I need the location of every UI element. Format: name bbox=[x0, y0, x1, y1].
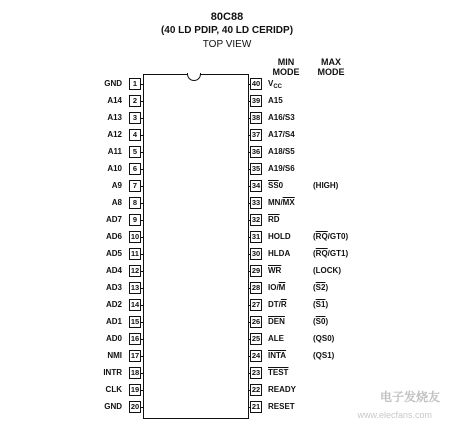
left-pin-number: 13 bbox=[130, 283, 140, 292]
right-pin-number: 26 bbox=[251, 317, 261, 326]
right-pin-number: 27 bbox=[251, 300, 261, 309]
right-pin-max-label: (S0) bbox=[313, 317, 329, 326]
left-pin-lead bbox=[141, 152, 144, 153]
left-pin-label: AD2 bbox=[105, 300, 122, 309]
right-pin-number: 25 bbox=[251, 334, 261, 343]
left-pin-lead bbox=[141, 118, 144, 119]
right-pin-min-label: $MN/\overline{MX}$ bbox=[268, 198, 295, 207]
right-pin-min-label: A17/S4 bbox=[268, 130, 295, 139]
watermark-url: www.elecfans.com bbox=[357, 410, 432, 420]
watermark: 电子发烧友 bbox=[379, 390, 440, 404]
left-pin-number: 2 bbox=[129, 95, 141, 107]
view-label: TOP VIEW bbox=[202, 39, 252, 50]
left-pin-label: A12 bbox=[107, 130, 122, 139]
right-pin-number: 29 bbox=[251, 266, 261, 275]
right-pin-number: 37 bbox=[251, 130, 261, 139]
right-pin-min-label: INTA bbox=[268, 351, 287, 360]
right-pin-number: 39 bbox=[251, 96, 261, 105]
right-pin-number: 40 bbox=[251, 79, 261, 88]
right-pin-min-label: HOLD bbox=[268, 232, 291, 241]
package-subtitle: (40 LD PDIP, 40 LD CERIDP) bbox=[160, 25, 294, 36]
left-pin-lead bbox=[141, 254, 144, 255]
left-pin-label: CLK bbox=[105, 385, 122, 394]
left-pin-number: 14 bbox=[130, 300, 140, 309]
left-pin-number: 4 bbox=[129, 129, 141, 141]
left-pin-lead bbox=[141, 84, 144, 85]
left-pin-label: INTR bbox=[103, 368, 122, 377]
left-pin-lead bbox=[141, 271, 144, 272]
left-pin-number: 15 bbox=[130, 317, 140, 326]
right-pin-max-label: (QS1) bbox=[313, 351, 335, 360]
left-pin-label: AD0 bbox=[105, 334, 122, 343]
left-pin-number: 10 bbox=[130, 232, 140, 241]
left-pin-number: 19 bbox=[130, 385, 140, 394]
left-pin-number: 3 bbox=[129, 112, 141, 124]
max-mode-header: MAX MODE bbox=[317, 57, 345, 77]
ic-body bbox=[143, 74, 249, 419]
right-pin-max-label: (QS0) bbox=[313, 334, 335, 343]
right-pin-min-label: $\overline{WR}$ bbox=[268, 266, 282, 275]
left-pin-number: 12 bbox=[130, 266, 140, 275]
right-pin-number: 32 bbox=[251, 215, 261, 224]
left-pin-lead bbox=[141, 135, 144, 136]
right-pin-min-label: $\overline{SS}0$ bbox=[268, 181, 284, 190]
right-pin-max-label: (LOCK) bbox=[313, 266, 341, 275]
left-pin-number: 7 bbox=[129, 180, 141, 192]
left-pin-label: A9 bbox=[111, 181, 122, 190]
right-pin-number: 34 bbox=[251, 181, 261, 190]
left-pin-label: A14 bbox=[107, 96, 122, 105]
right-pin-number: 33 bbox=[251, 198, 261, 207]
left-pin-number: 18 bbox=[130, 368, 140, 377]
right-pin-number: 30 bbox=[251, 249, 261, 258]
right-pin-min-label: A16/S3 bbox=[268, 113, 295, 122]
right-pin-min-label: $DT/\overline{R}$ bbox=[268, 300, 287, 309]
left-pin-lead bbox=[141, 237, 144, 238]
left-pin-label: AD5 bbox=[105, 249, 122, 258]
right-pin-number: 21 bbox=[251, 402, 261, 411]
left-pin-lead bbox=[141, 288, 144, 289]
left-pin-number: 1 bbox=[129, 78, 141, 90]
left-pin-label: A11 bbox=[107, 147, 122, 156]
chip-title: 80C88 bbox=[210, 11, 244, 23]
right-pin-min-label: RESET bbox=[268, 402, 295, 411]
right-pin-number: 35 bbox=[251, 164, 261, 173]
right-pin-number: 22 bbox=[251, 385, 261, 394]
right-pin-min-label: A19/S6 bbox=[268, 164, 295, 173]
left-pin-label: GND bbox=[104, 79, 122, 88]
left-pin-label: A8 bbox=[111, 198, 122, 207]
right-pin-number: 31 bbox=[251, 232, 261, 241]
left-pin-lead bbox=[141, 305, 144, 306]
right-pin-max-label: $(\overline{RQ}/GT1)$ bbox=[313, 249, 349, 258]
left-pin-label: GND bbox=[104, 402, 122, 411]
left-pin-lead bbox=[141, 220, 144, 221]
min-mode-header: MIN MODE bbox=[272, 57, 300, 77]
left-pin-number: 8 bbox=[129, 197, 141, 209]
left-pin-lead bbox=[141, 169, 144, 170]
right-pin-min-label: $\overline{DEN}$ bbox=[268, 317, 285, 326]
left-pin-number: 16 bbox=[130, 334, 140, 343]
left-pin-lead bbox=[141, 373, 144, 374]
right-pin-number: 36 bbox=[251, 147, 261, 156]
left-pin-label: AD6 bbox=[105, 232, 122, 241]
right-pin-max-label: $(\overline{RQ}/GT0)$ bbox=[313, 232, 349, 241]
right-pin-min-label: A18/S5 bbox=[268, 147, 295, 156]
left-pin-label: AD1 bbox=[105, 317, 122, 326]
right-pin-max-label: (S2) bbox=[313, 283, 329, 292]
left-pin-lead bbox=[141, 322, 144, 323]
right-pin-min-label: $\overline{RD}$ bbox=[268, 215, 280, 224]
left-pin-lead bbox=[141, 390, 144, 391]
left-pin-number: 17 bbox=[130, 351, 140, 360]
left-pin-number: 20 bbox=[130, 402, 140, 411]
left-pin-label: A13 bbox=[107, 113, 122, 122]
right-pin-number: 23 bbox=[251, 368, 261, 377]
left-pin-lead bbox=[141, 356, 144, 357]
left-pin-label: NMI bbox=[107, 351, 122, 360]
left-pin-lead bbox=[141, 203, 144, 204]
left-pin-label: A10 bbox=[107, 164, 122, 173]
right-pin-min-label: READY bbox=[268, 385, 297, 394]
left-pin-lead bbox=[141, 101, 144, 102]
right-pin-number: 28 bbox=[251, 283, 261, 292]
left-pin-number: 5 bbox=[129, 146, 141, 158]
right-pin-min-label: HLDA bbox=[268, 249, 291, 258]
left-pin-label: AD4 bbox=[105, 266, 122, 275]
left-pin-label: AD7 bbox=[105, 215, 122, 224]
left-pin-label: AD3 bbox=[105, 283, 122, 292]
left-pin-lead bbox=[141, 186, 144, 187]
left-pin-number: 6 bbox=[129, 163, 141, 175]
right-pin-min-label: $V_{CC}$ bbox=[268, 79, 283, 90]
left-pin-number: 9 bbox=[129, 214, 141, 226]
left-pin-lead bbox=[141, 339, 144, 340]
left-pin-lead bbox=[141, 407, 144, 408]
left-pin-number: 11 bbox=[129, 248, 141, 260]
right-pin-min-label: A15 bbox=[268, 96, 283, 105]
right-pin-min-label: ALE bbox=[268, 334, 284, 343]
right-pin-min-label: $IO/\overline{M}$ bbox=[268, 283, 286, 292]
right-pin-max-label: (S1) bbox=[313, 300, 329, 309]
right-pin-number: 24 bbox=[251, 351, 261, 360]
right-pin-number: 38 bbox=[251, 113, 261, 122]
right-pin-max-label: (HIGH) bbox=[313, 181, 339, 190]
right-pin-min-label: TEST bbox=[268, 368, 289, 377]
